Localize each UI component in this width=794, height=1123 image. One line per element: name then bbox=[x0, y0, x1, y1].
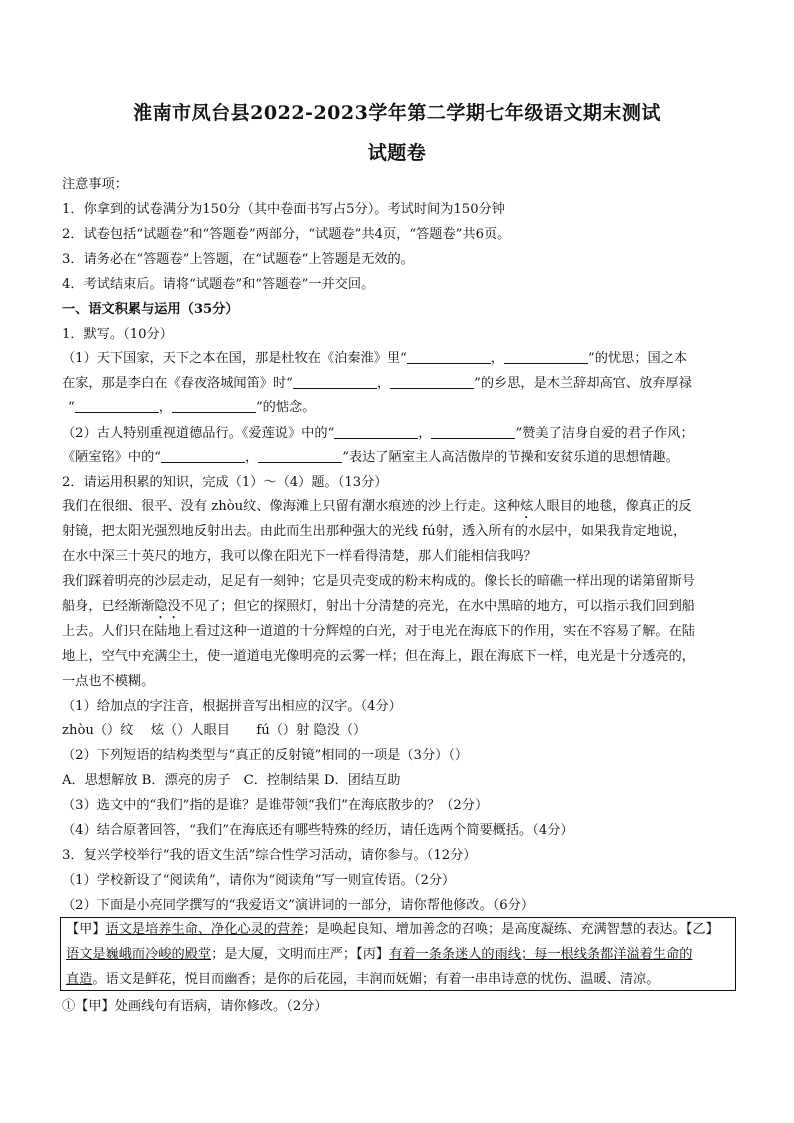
q2-sub1-answer-row: zhòu（）纹 炫（）人眼目 fú（）射 隐没（） bbox=[62, 723, 367, 738]
q2-sub1: （1）给加点的字注音，根据拼音写出相应的汉字。（4分） bbox=[62, 699, 402, 714]
q1-part2-line1: （2）古人特别重视道德品行。《爱莲说》中的“ ， ”赞美了洁身自爱的君子作风； bbox=[62, 426, 694, 441]
q3-sub2-item1: ①【甲】处画线句有语病，请你修改。（2分） bbox=[62, 999, 328, 1014]
passage-line: 在水中深三十英尺的地方，我可以像在阳光下一样看得清楚，那人们能相信我吗？ bbox=[62, 549, 537, 564]
q1-part1-line2: 在家，那是李白在《春夜洛城闻笛》时“ ， ”的乡思，是木兰辞却高官、放弃厚禄 bbox=[62, 376, 692, 391]
passage-line: 一点也不模糊。 bbox=[62, 674, 155, 689]
q2-sub2: （2）下列短语的结构类型与“真正的反射镜”相同的一项是（3分）（） bbox=[62, 748, 469, 763]
answer-blank[interactable] bbox=[172, 399, 256, 413]
exam-subtitle: 试题卷 bbox=[367, 142, 427, 164]
notice-item: 3．请务必在“答题卷”上答题，在“试题卷”上答题是无效的。 bbox=[62, 252, 414, 267]
question-1-title: 1．默写。（10分） bbox=[62, 327, 173, 342]
answer-blank[interactable] bbox=[504, 350, 588, 364]
exam-title: 淮南市凤台县2022-2023学年第二学期七年级语文期末测试 bbox=[133, 102, 661, 124]
notice-item: 2．试卷包括“试题卷”和“答题卷”两部分，“试题卷”共4页，“答题卷”共6页。 bbox=[62, 227, 511, 242]
q3-sub2: （2）下面是小亮同学撰写的“我爱语文”演讲词的一部分，请你帮他修改。（6分） bbox=[62, 898, 535, 913]
answer-blank[interactable] bbox=[390, 375, 474, 389]
q2-sub3: （3）选文中的“我们”指的是谁？是谁带领“我们”在海底散步的？（2分） bbox=[62, 798, 489, 813]
question-3-title: 3．复兴学校举行“我的语文生活”综合性学习活动，请你参与。（12分） bbox=[62, 848, 477, 863]
passage-line: 我们踩着明亮的沙层走动，足足有一刻钟；它是贝壳变成的粉末构成的。像长长的暗礁一样出现的诺第留斯号 bbox=[62, 574, 695, 589]
q1-part1-line3: “ ， ”的惦念。 bbox=[68, 400, 316, 415]
question-2-title: 2．请运用积累的知识，完成（1）～（4）题。（13分） bbox=[62, 475, 388, 490]
speech-line: 直造。语文是鲜花，悦目而幽香；是你的后花园，丰润而妩媚；有着一串串诗意的忧伤、温暖、清凉。 bbox=[66, 972, 660, 987]
q1-part2-line2: 《陋室铭》中的“ ， ”表达了陋室主人高洁傲岸的节操和安贫乐道的思想情趣。 bbox=[62, 450, 679, 465]
passage-line: 上去。人们只在陆地上看过这种一道道的十分辉煌的白光，对于电光在海底下的作用，实在不容易了解。在陆 bbox=[62, 624, 695, 639]
q2-sub4: （4）结合原著回答，“我们”在海底还有哪些特殊的经历，请任选两个简要概括。（4分） bbox=[62, 823, 574, 838]
notice-item: 1．你拿到的试卷满分为150分（其中卷面书写占5分）。考试时间为150分钟 bbox=[62, 202, 505, 217]
speech-line: 语文是巍峨而冷峻的殿堂；是大厦，文明而庄严；【丙】有着一条条迷人的雨线；每一根线条都洋溢着生命的 bbox=[66, 947, 693, 962]
passage-line: 射镜，把太阳光强烈地反射出去。由此而生出那种强大的光线 fú射，透入所有的水层中，如果我肯定地说， bbox=[62, 524, 687, 539]
answer-blank[interactable] bbox=[258, 449, 342, 463]
answer-blank[interactable] bbox=[161, 449, 245, 463]
notice-heading: 注意事项： bbox=[62, 177, 128, 192]
speech-line: 【甲】语文是培养生命、净化心灵的营养；是唤起良知、增加善念的召唤；是高度凝练、充满智慧的表达。【乙】 bbox=[66, 922, 719, 937]
answer-blank[interactable] bbox=[431, 425, 515, 439]
q3-sub1: （1）学校新设了“阅读角”，请你为“阅读角”写一则宣传语。（2分） bbox=[62, 873, 456, 888]
answer-blank[interactable] bbox=[293, 375, 377, 389]
answer-blank[interactable] bbox=[334, 425, 418, 439]
answer-blank[interactable] bbox=[407, 350, 491, 364]
passage-line: 地上，空气中充满尘土，使一道道电光像明亮的云雾一样；但在海上，跟在海底下一样，电光是十分透亮的， bbox=[62, 649, 695, 664]
section-heading: 一、语文积累与运用（35分） bbox=[62, 302, 239, 317]
passage-line: 我们在很细、很平、没有 zhòu纹、像海滩上只留有潮水痕迹的沙上行走。这种炫人眼目的地毯，像真正的反 bbox=[62, 499, 692, 514]
notice-item: 4．考试结束后。请将“试题卷”和“答题卷”一并交回。 bbox=[62, 277, 375, 292]
passage-line: 船身，已经渐渐隐没不见了；但它的探照灯，射出十分清楚的亮光，在水中黑暗的地方，可以指示我们回到船 bbox=[62, 599, 695, 614]
q2-sub2-options: A．思想解放 B．漂亮的房子 C．控制结果 D．团结互助 bbox=[62, 773, 401, 788]
q1-part1-line1: （1）天下国家，天下之本在国，那是杜牧在《泊秦淮》里“ ， ”的忧思；国之本 bbox=[62, 351, 688, 366]
answer-blank[interactable] bbox=[75, 399, 159, 413]
